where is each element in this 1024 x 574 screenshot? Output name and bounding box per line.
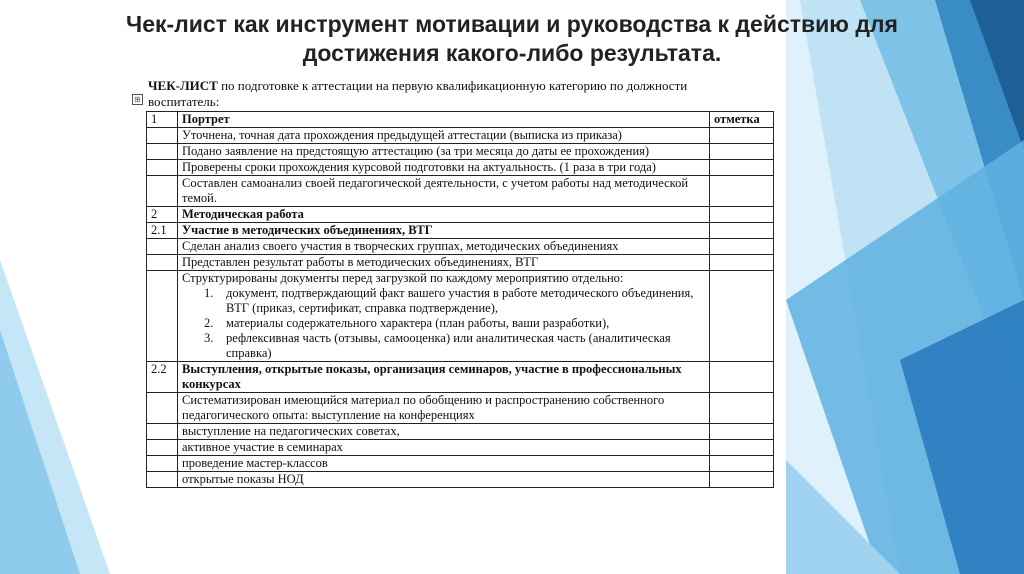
table-row: [147, 176, 774, 207]
list-item-text: документ, подтверждающий факт вашего участия в работе методического объединения, ВТГ (приказ, сертификат, справка подтверждение),: [226, 286, 694, 315]
row-number: [147, 472, 178, 488]
list-item-number: 1.: [204, 286, 214, 300]
row-text: активное участие в семинарах: [178, 440, 710, 456]
list-item: [182, 331, 705, 361]
row-mark: [710, 239, 774, 255]
table-row: [147, 362, 774, 393]
row-number: [147, 176, 178, 207]
checklist-document: [118, 76, 786, 574]
structured-list: [182, 286, 705, 361]
list-item-text: рефлексивная часть (отзывы, самооценка) или аналитическая часть (аналитическая справка): [226, 331, 671, 360]
row-text: Уточнена, точная дата прохождения предыдущей аттестации (выписка из приказа): [178, 128, 710, 144]
heading-bold: ЧЕК-ЛИСТ: [148, 78, 218, 93]
row-number: [147, 393, 178, 424]
table-row: [147, 128, 774, 144]
document-heading: [148, 78, 748, 110]
row-number: 1: [147, 112, 178, 128]
table-row: [147, 207, 774, 223]
heading-rest: по подготовке к аттестации на первую квалификационную категорию по должности воспитатель:: [148, 78, 688, 109]
row-text: проведение мастер-классов: [178, 456, 710, 472]
row-text: Сделан анализ своего участия в творческих группах, методических объединениях: [178, 239, 710, 255]
row-mark: [710, 223, 774, 239]
title-line-2: достижения какого-либо результата.: [302, 40, 722, 66]
list-item: [182, 286, 705, 316]
row-mark: [710, 128, 774, 144]
row-number: [147, 239, 178, 255]
row-number: 2.1: [147, 223, 178, 239]
row-text: Представлен результат работы в методических объединениях, ВТГ: [178, 255, 710, 271]
row-number: [147, 424, 178, 440]
table-row: [147, 456, 774, 472]
row-text: выступление на педагогических советах,: [178, 424, 710, 440]
table-row: [147, 424, 774, 440]
row-mark: [710, 456, 774, 472]
list-item: [182, 316, 705, 331]
row-mark: [710, 144, 774, 160]
table-row: [147, 271, 774, 362]
row-mark: отметка: [710, 112, 774, 128]
row-text: [178, 271, 710, 362]
table-row: [147, 440, 774, 456]
table-row: [147, 255, 774, 271]
structured-intro: Структурированы документы перед загрузкой по каждому мероприятию отдельно:: [182, 271, 624, 285]
table-row: [147, 112, 774, 128]
row-text: Портрет: [178, 112, 710, 128]
row-mark: [710, 176, 774, 207]
table-row: [147, 239, 774, 255]
list-item-number: 2.: [204, 316, 214, 330]
row-number: [147, 440, 178, 456]
list-item-text: материалы содержательного характера (план работы, ваши разработки),: [226, 316, 610, 330]
row-mark: [710, 393, 774, 424]
row-mark: [710, 271, 774, 362]
row-mark: [710, 362, 774, 393]
row-text: Подано заявление на предстоящую аттестацию (за три месяца до даты ее прохождения): [178, 144, 710, 160]
slide-title: [0, 10, 1024, 68]
row-text: Участие в методических объединениях, ВТГ: [178, 223, 710, 239]
table-row: [147, 223, 774, 239]
row-text: Составлен самоанализ своей педагогической деятельности, с учетом работы над методической темой.: [178, 176, 710, 207]
table-row: [147, 144, 774, 160]
list-item-number: 3.: [204, 331, 214, 345]
table-row: [147, 160, 774, 176]
row-mark: [710, 160, 774, 176]
title-line-1: Чек-лист как инструмент мотивации и руководства к действию для: [126, 11, 898, 37]
checklist-table: [146, 111, 774, 488]
row-number: [147, 271, 178, 362]
row-number: [147, 255, 178, 271]
row-text: Систематизирован имеющийся материал по обобщению и распространению собственного педагогического опыта: выступление на конференциях: [178, 393, 710, 424]
table-row: [147, 393, 774, 424]
row-text: Методическая работа: [178, 207, 710, 223]
row-number: [147, 160, 178, 176]
table-anchor-icon[interactable]: ⊞: [132, 94, 143, 105]
row-number: [147, 128, 178, 144]
row-mark: [710, 424, 774, 440]
row-number: 2.2: [147, 362, 178, 393]
table-row: [147, 472, 774, 488]
row-number: 2: [147, 207, 178, 223]
row-text: открытые показы НОД: [178, 472, 710, 488]
row-mark: [710, 255, 774, 271]
row-text: Выступления, открытые показы, организация семинаров, участие в профессиональных конкурсах: [178, 362, 710, 393]
row-mark: [710, 440, 774, 456]
row-mark: [710, 472, 774, 488]
row-number: [147, 144, 178, 160]
row-text: Проверены сроки прохождения курсовой подготовки на актуальность. (1 раза в три года): [178, 160, 710, 176]
row-number: [147, 456, 178, 472]
row-mark: [710, 207, 774, 223]
